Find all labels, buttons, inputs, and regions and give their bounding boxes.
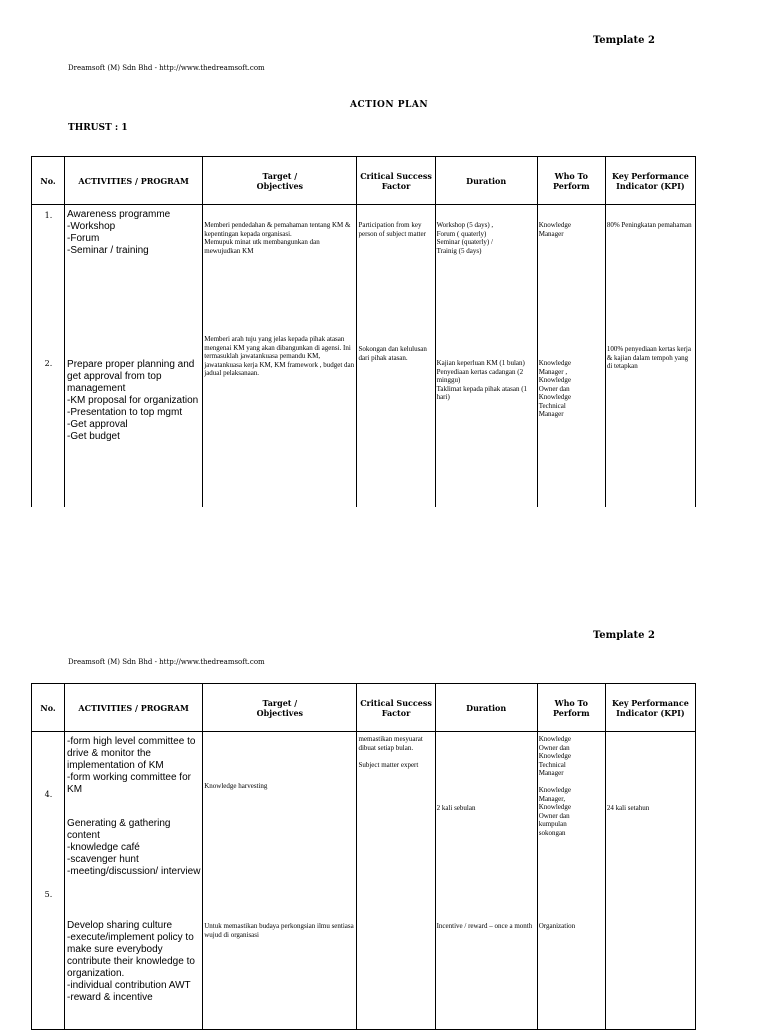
row-2-kpi: 100% penyediaan kertas kerja & kajian dalam tempoh yang di tetapkan xyxy=(606,345,691,370)
action-plan-table-1 xyxy=(31,156,696,507)
header-csf-2: Critical Success Factor xyxy=(357,684,435,732)
header-duration: Duration xyxy=(435,157,537,205)
row-1-csf: Participation from key person of subject matter xyxy=(358,221,426,238)
row-1-kpi: 80% Peningkatan pemahaman xyxy=(606,221,692,229)
template-label: Template 2 xyxy=(593,35,655,46)
header-who: Who To Perform xyxy=(537,157,605,205)
header-kpi-2: Key Performance Indicator (KPI) xyxy=(605,684,695,732)
row-1-activities: Awareness programme -Workshop -Forum -Seminar / training xyxy=(67,209,171,256)
row-4-csf: memastikan mesyuarat dibuat setiap bulan. Subject matter expert xyxy=(358,735,423,769)
header-duration-2: Duration xyxy=(435,684,537,732)
table-row xyxy=(32,732,696,1030)
header-no: No. xyxy=(32,157,65,205)
row-5-activities: Develop sharing culture -execute/implement policy to make sure everybody contribute their knowledge to organization. -individual contribution AWT -reward & incentive xyxy=(67,920,195,1003)
row-5-duration: Incentive / reward – once a month xyxy=(436,922,533,930)
header-activities-2: ACTIVITIES / PROGRAM xyxy=(65,684,203,732)
row-2-activities: Prepare proper planning and get approval from top management -KM proposal for organization -Presentation to top mgmt -Get approval -Get budget xyxy=(67,359,199,442)
row-2-no: 2. xyxy=(44,359,53,368)
header-csf: Critical Success Factor xyxy=(357,157,435,205)
header-activities: ACTIVITIES / PROGRAM xyxy=(65,157,203,205)
row-4-activities: -form high level committee to drive & monitor the implementation of KM -form working committee for KM xyxy=(67,736,196,795)
header-no-2: No. xyxy=(32,684,65,732)
row-4-activities-content: Generating & gathering content -knowledge café -scavenger hunt -meeting/discussion/ interview xyxy=(67,818,201,877)
header-target: Target / Objectives xyxy=(203,157,357,205)
row-1-no: 1. xyxy=(44,211,53,220)
thrust-label: THRUST : 1 xyxy=(68,123,128,133)
header-target-2: Target / Objectives xyxy=(203,684,357,732)
header-kpi: Key Performance Indicator (KPI) xyxy=(605,157,695,205)
row-1-target: Memberi pendedahan & pemahaman tentang KM & kepentingan kepada organisasi. Memupuk minat utk membangunkan dan mewujudkan KM xyxy=(204,221,351,255)
row-2-duration: Kajian keperluan KM (1 bulan) Penyediaan kertas cadangan (2 minggu) Taklimat kepada pihak atasan (1 hari) xyxy=(436,359,528,401)
header-who-2: Who To Perform xyxy=(537,684,605,732)
row-2-target: Memberi arah tuju yang jelas kepada pihak atasan mengenai KM yang akan dibangunkan di agensi. Ini termasuklah jawatankuasa pemandu KM, jawatankuasa kerja KM, KM framework , budget dan jadual pelaksanaan. xyxy=(204,335,355,377)
company-line: Dreamsoft (M) Sdn Bhd - http://www.thedreamsoft.com xyxy=(68,64,265,72)
company-line-2: Dreamsoft (M) Sdn Bhd - http://www.thedreamsoft.com xyxy=(68,658,265,666)
row-4-target: Knowledge harvesting xyxy=(204,782,268,790)
page-break xyxy=(0,507,768,627)
row-5-target: Untuk memastikan budaya perkongsian ilmu sentiasa wujud di organisasi xyxy=(204,922,354,939)
row-4-who: Knowledge Owner dan Knowledge Technical Manager Knowledge Manager, Knowledge Owner dan kumpulan sokongan xyxy=(538,735,571,837)
row-4-no: 4. xyxy=(44,790,53,799)
row-2-who: Knowledge Manager , Knowledge Owner dan Knowledge Technical Manager xyxy=(538,359,571,418)
row-1-who: Knowledge Manager xyxy=(538,221,571,238)
row-1-duration: Workshop (5 days) , Forum ( quaterly) Seminar (quaterly) / Trainig (5 days) xyxy=(436,221,494,255)
row-2-csf: Sokongan dan kelulusan dari pihak atasan. xyxy=(358,345,427,362)
action-plan-table-2 xyxy=(31,683,696,1030)
document-title: ACTION PLAN xyxy=(350,100,429,110)
row-5-no: 5. xyxy=(44,890,53,899)
row-4-kpi: 24 kali setahun xyxy=(606,804,650,812)
row-5-who: Organization xyxy=(538,922,576,930)
row-4-duration: 2 kali sebulan xyxy=(436,804,476,812)
table-row xyxy=(32,205,696,508)
template-label-2: Template 2 xyxy=(593,630,655,641)
